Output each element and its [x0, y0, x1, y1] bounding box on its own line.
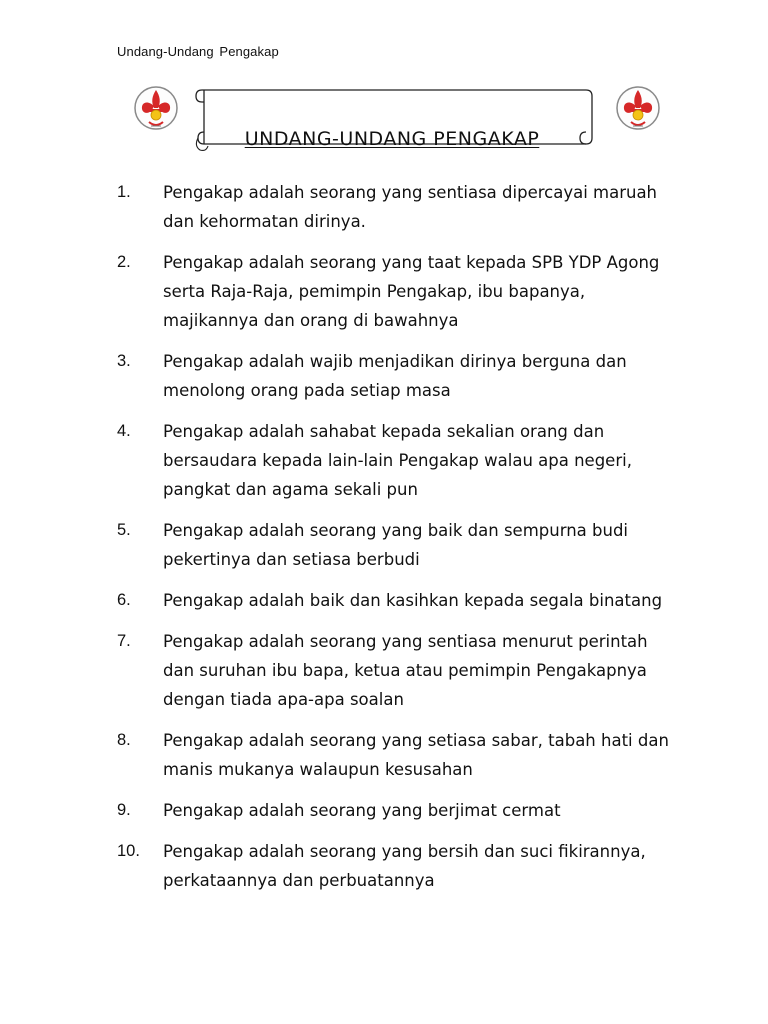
- scout-emblem-right-icon: [614, 82, 662, 136]
- list-item-text: Pengakap adalah seorang yang sentiasa dipercayai maruah dan kehormatan dirinya.: [163, 183, 658, 231]
- running-header: Undang-Undang Pengakap: [117, 44, 279, 59]
- list-item-text: Pengakap adalah seorang yang baik dan sempurna budi pekertinya dan setiasa berbudi: [163, 521, 629, 569]
- list-item-number: 2.: [117, 253, 131, 271]
- list-item-text: Pengakap adalah seorang yang berjimat cermat: [163, 801, 561, 820]
- list-item-text: Pengakap adalah sahabat kepada sekalian orang dan bersaudara kepada lain-lain Pengakap walau apa negeri, pangkat dan agama sekali pun: [163, 422, 632, 499]
- list-item-text: Pengakap adalah seorang yang setiasa sabar, tabah hati dan manis mukanya walaupun kesusahan: [163, 731, 669, 779]
- list-item: [117, 516, 677, 574]
- list-item-text: Pengakap adalah baik dan kasihkan kepada segala binatang: [163, 591, 663, 610]
- list-item: [117, 726, 677, 784]
- list-item-number: 4.: [117, 422, 131, 440]
- list-item: [117, 417, 677, 504]
- list-item-text: Pengakap adalah wajib menjadikan dirinya berguna dan menolong orang pada setiap masa: [163, 352, 627, 400]
- list-item-number: 6.: [117, 591, 131, 609]
- list-item: [117, 248, 677, 335]
- scout-emblem-left-icon: [132, 82, 180, 136]
- list-item-number: 3.: [117, 352, 131, 370]
- list-item-number: 7.: [117, 632, 131, 650]
- list-item-number: 1.: [117, 183, 131, 201]
- list-item-text: Pengakap adalah seorang yang sentiasa menurut perintah dan suruhan ibu bapa, ketua atau pemimpin Pengakapnya dengan tiada apa-apa soalan: [163, 632, 648, 709]
- list-item: [117, 796, 677, 825]
- list-item: [117, 178, 677, 236]
- list-item-number: 9.: [117, 801, 131, 819]
- list-item-text: Pengakap adalah seorang yang taat kepada SPB YDP Agong serta Raja-Raja, pemimpin Pengakap, ibu bapanya, majikannya dan orang di bawahnya: [163, 253, 660, 330]
- list-item: [117, 837, 677, 895]
- list-item-text: Pengakap adalah seorang yang bersih dan suci fikirannya, perkataannya dan perbuatannya: [163, 842, 646, 890]
- list-item-number: 8.: [117, 731, 131, 749]
- page-title: UNDANG-UNDANG PENGAKAP: [244, 128, 540, 150]
- list-item: [117, 347, 677, 405]
- title-scroll-banner: [190, 84, 594, 156]
- list-item: [117, 586, 677, 615]
- list-item: [117, 627, 677, 714]
- scout-law-list: [117, 178, 677, 907]
- list-item-number: 10.: [117, 842, 140, 860]
- list-item-number: 5.: [117, 521, 131, 539]
